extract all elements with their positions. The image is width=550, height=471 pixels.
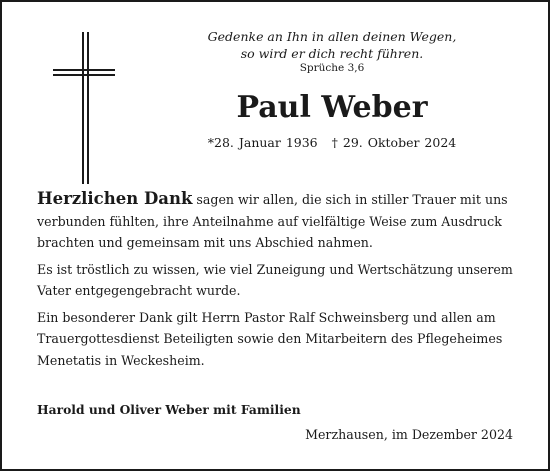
cross-icon xyxy=(53,32,113,184)
death-date: † 29. Oktober 2024 xyxy=(331,135,457,150)
message-paragraph-3: Ein besonderer Dank gilt Herrn Pastor Ralf Schweinsberg und allen am Trauergottesdienst Beteiligten sowie den Mitarbeitern des Pflegeheimes Menetatis in Weckesheim. xyxy=(37,309,503,368)
birth-date: *28. Januar 1936 xyxy=(207,135,318,150)
place-date: Merzhausen, im Dezember 2024 xyxy=(305,427,513,442)
quote-line-1: Gedenke an Ihn in allen deinen Wegen, xyxy=(207,29,457,44)
bible-quote xyxy=(152,28,512,62)
signature: Harold und Oliver Weber mit Familien xyxy=(37,402,301,417)
thanks-message xyxy=(37,188,537,376)
life-dates xyxy=(152,135,512,150)
message-paragraph-2: Es ist tröstlich zu wissen, wie viel Zuneigung und Wertschätzung unserem Vater entgegengebracht wurde. xyxy=(37,261,513,298)
paragraph-1-text: sagen wir allen, die sich in stiller Trauer mit uns verbunden fühlten, ihre Anteilnahme auf vielfältige Weise zum Ausdruck brachten und gemeinsam mit uns Abschied nahmen. xyxy=(37,192,508,250)
message-paragraph-1 xyxy=(37,188,537,254)
deceased-name: Paul Weber xyxy=(236,90,428,125)
thanks-lead: Herzlichen Dank xyxy=(37,189,193,208)
quote-line-2: so wird er dich recht führen. xyxy=(240,46,424,61)
quote-reference: Sprüche 3,6 xyxy=(299,62,365,74)
